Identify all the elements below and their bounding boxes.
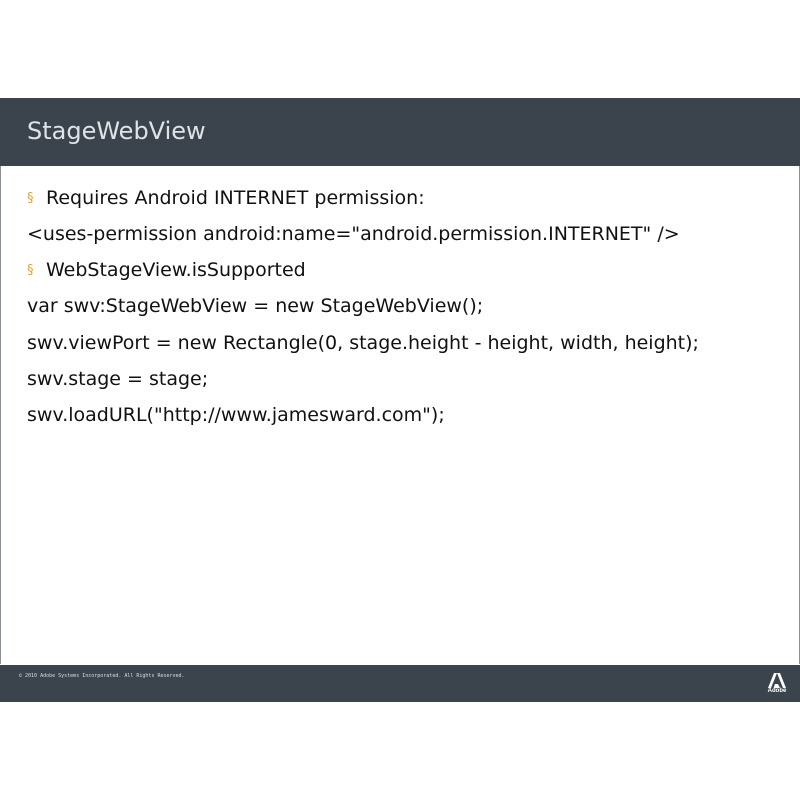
line-text: WebStageView.isSupported (46, 259, 306, 281)
bullet-line (27, 186, 425, 211)
bullet-line (27, 258, 306, 283)
line-text: swv.viewPort = new Rectangle(0, stage.height - height, width, height); (27, 332, 699, 354)
code-line (27, 403, 445, 427)
code-line (27, 222, 680, 246)
slide-content (0, 166, 800, 664)
code-line (27, 294, 483, 318)
slide-footer (0, 665, 800, 702)
line-text: <uses-permission android:name="android.permission.INTERNET" /> (27, 223, 680, 245)
line-text: swv.loadURL("http://www.jamesward.com"); (27, 404, 445, 426)
copyright-text: © 2010 Adobe Systems Incorporated. All Rights Reserved. (19, 673, 185, 679)
bullet-icon: § (27, 263, 34, 278)
bullet-icon: § (27, 191, 34, 206)
title-bar (0, 98, 800, 166)
slide-title: StageWebView (27, 117, 206, 145)
logo-text: Adobe (767, 688, 787, 694)
line-text: var swv:StageWebView = new StageWebView(); (27, 295, 484, 317)
code-line (27, 367, 208, 391)
line-text: swv.stage = stage; (27, 368, 209, 390)
code-line (27, 331, 699, 355)
slide (0, 98, 800, 702)
line-text: Requires Android INTERNET permission: (46, 187, 425, 209)
